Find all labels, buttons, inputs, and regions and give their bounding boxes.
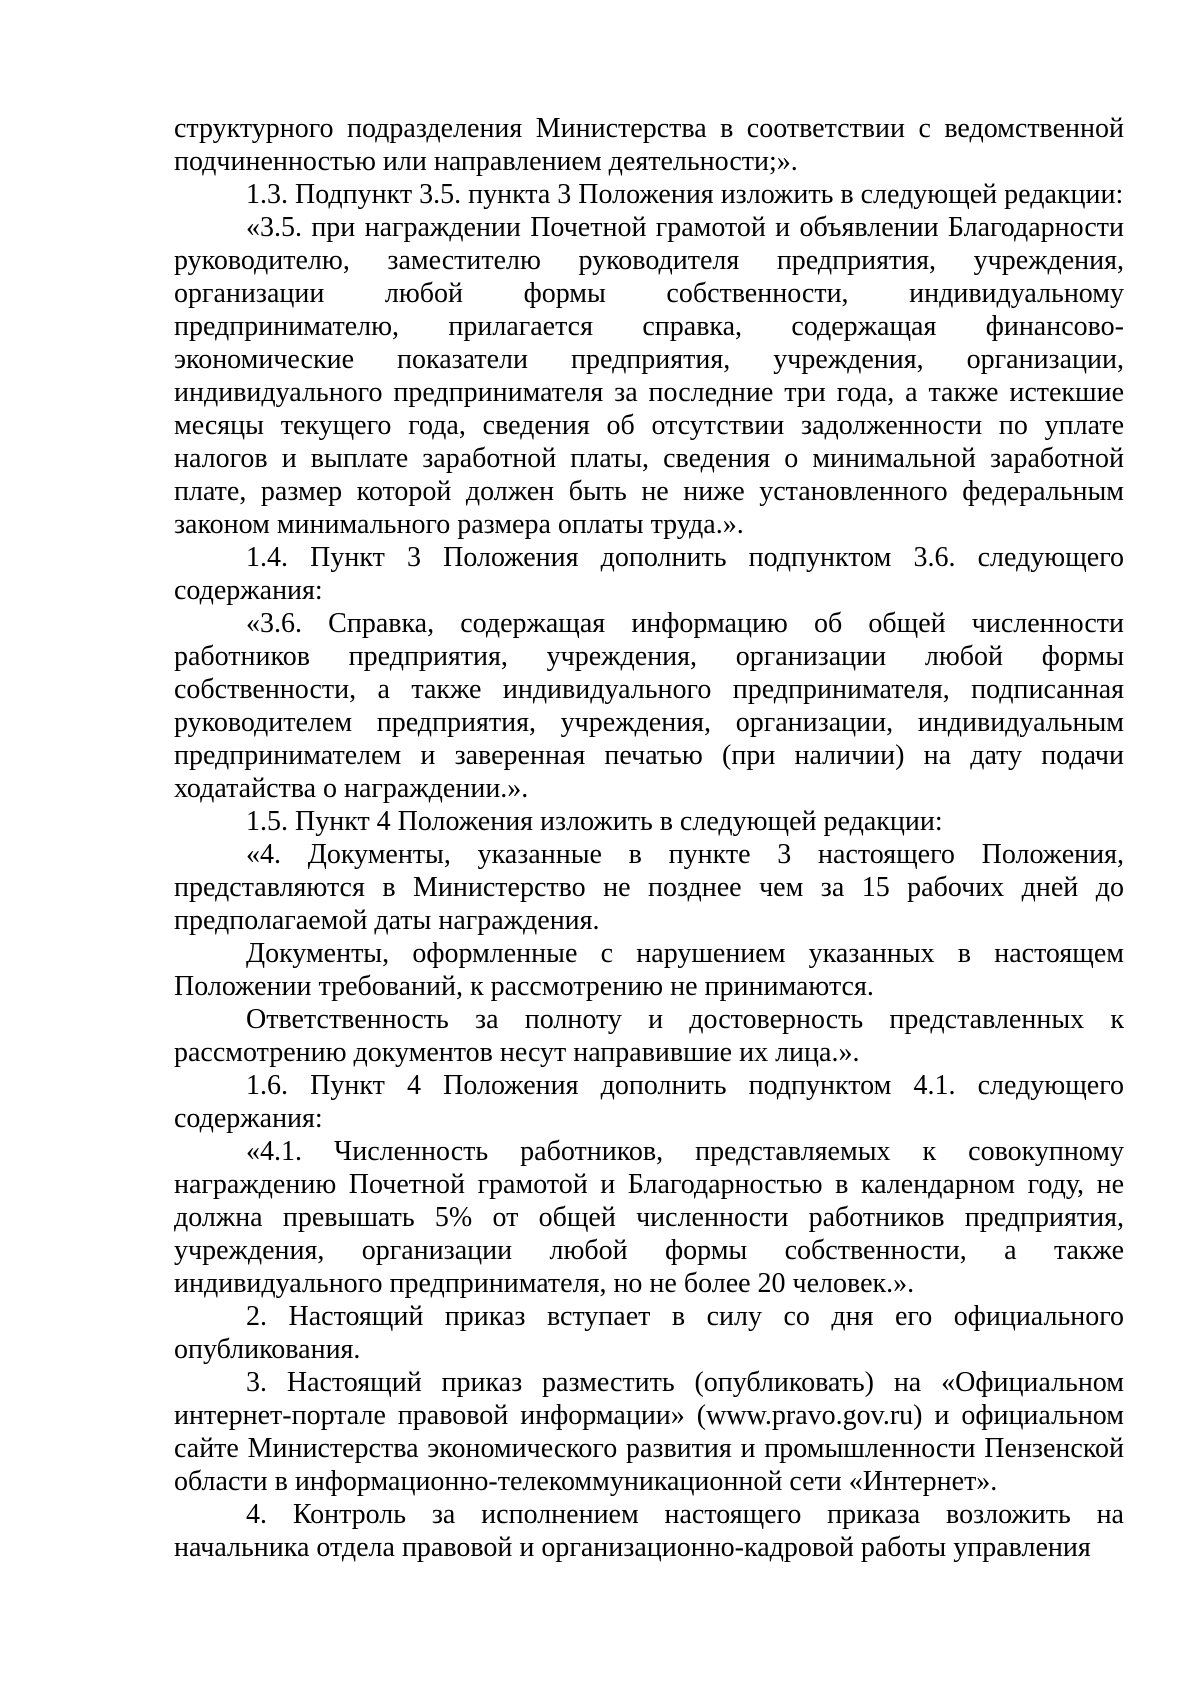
paragraph-1-4: 1.4. Пункт 3 Положения дополнить подпунктом 3.6. следующего содержания: <box>174 542 1124 606</box>
paragraph-4-control: 4. Контроль за исполнением настоящего приказа возложить на начальника отдела правовой и организационно-кадровой работы управления <box>174 1499 1124 1563</box>
paragraph-documents-rejected: Документы, оформленные с нарушением указанных в настоящем Положении требований, к рассмотрению не принимаются. <box>174 938 1124 1002</box>
paragraph-3-publish: 3. Настоящий приказ разместить (опубликовать) на «Официальном интернет-портале правовой информации» (www.pravo.gov.ru) и официальном сайте Министерства экономического развития и промышленности Пензенской области в информационно-телекоммуникационной сети «Интернет». <box>174 1367 1124 1497</box>
paragraph-continuation: структурного подразделения Министерства в соответствии с ведомственной подчиненностью или направлением деятельности;». <box>174 113 1124 177</box>
paragraph-2-effect: 2. Настоящий приказ вступает в силу со дня его официального опубликования. <box>174 1301 1124 1365</box>
paragraph-1-5: 1.5. Пункт 4 Положения изложить в следующей редакции: <box>246 806 943 837</box>
paragraph-4-quote: «4. Документы, указанные в пункте 3 настоящего Положения, представляются в Министерство не позднее чем за 15 рабочих дней до предполагаемой даты награждения. <box>174 839 1124 936</box>
paragraph-3-6-quote: «3.6. Справка, содержащая информацию об общей численности работников предприятия, учреждения, организации любой формы собственности, а также индивидуального предпринимателя, подписанная руководителем предприятия, учреждения, организации, индивидуальным предпринимателем и заверенная печатью (при наличии) на дату подачи ходатайства о награждении.». <box>174 608 1124 804</box>
paragraph-4-1-quote: «4.1. Численность работников, представляемых к совокупному награждению Почетной грамотой и Благодарностью в календарном году, не должна превышать 5% от общей численности работников предприятия, учреждения, организации любой формы собственности, а также индивидуального предпринимателя, но не более 20 человек.». <box>174 1136 1124 1299</box>
paragraph-responsibility: Ответственность за полноту и достоверность представленных к рассмотрению документов несут направившие их лица.». <box>174 1004 1124 1068</box>
paragraph-1-6: 1.6. Пункт 4 Положения дополнить подпунктом 4.1. следующего содержания: <box>174 1070 1124 1134</box>
document-body <box>174 112 1124 1564</box>
paragraph-1-3: 1.3. Подпункт 3.5. пункта 3 Положения изложить в следующей редакции: <box>246 179 1124 210</box>
paragraph-3-5-quote: «3.5. при награждении Почетной грамотой и объявлении Благодарности руководителю, заместителю руководителя предприятия, учреждения, организации любой формы собственности, индивидуальному предпринимателю, прилагается справка, содержащая финансово-экономические показатели предприятия, учреждения, организации, индивидуального предпринимателя за последние три года, а также истекшие месяцы текущего года, сведения об отсутствии задолженности по уплате налогов и выплате заработной платы, сведения о минимальной заработной плате, размер которой должен быть не ниже установленного федеральным законом минимального размера оплаты труда.». <box>174 212 1124 540</box>
